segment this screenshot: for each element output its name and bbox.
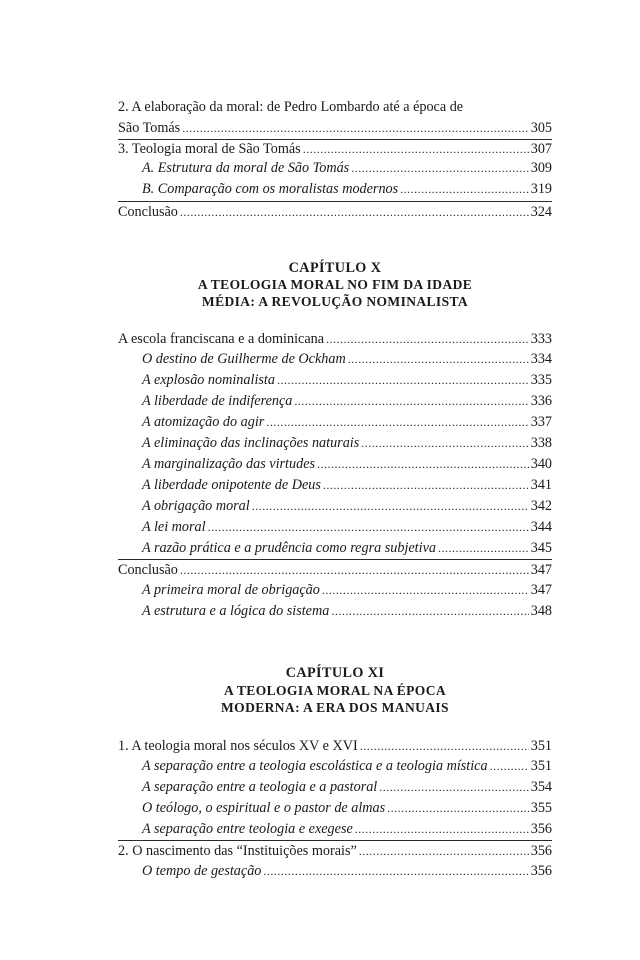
- leader-dots: [387, 799, 529, 817]
- toc-entry-text: 3. Teologia moral de São Tomás: [118, 141, 301, 157]
- toc-entry: [118, 330, 552, 348]
- toc-entry-text: A separação entre a teologia e a pastoral: [142, 779, 378, 795]
- toc-entry: [118, 140, 552, 158]
- toc-subentry: [142, 159, 552, 177]
- leader-dots: [400, 180, 529, 198]
- toc-entry-text: A razão prática e a prudência como regra subjetiva: [142, 540, 436, 556]
- divider: [118, 840, 552, 841]
- toc-entry-text: 2. O nascimento das “Instituições morais”: [118, 843, 357, 859]
- toc-entry-text: A escola franciscana e a dominicana: [118, 331, 325, 347]
- toc-subentry: [142, 757, 552, 775]
- chapter-title: MODERNA: A ERA DOS MANUAIS: [221, 700, 449, 715]
- leader-dots: [180, 203, 529, 221]
- toc-subentry: [142, 455, 552, 473]
- toc-page-number: 319: [530, 181, 552, 197]
- toc-entry-text: A obrigação moral: [142, 498, 250, 514]
- leader-dots: [348, 350, 529, 368]
- leader-dots: [331, 602, 528, 620]
- toc-entry: [118, 842, 552, 860]
- toc-entry-text: O tempo de gestação: [142, 863, 262, 879]
- toc-page-number: 340: [530, 456, 552, 472]
- toc-page-number: 341: [530, 477, 552, 493]
- toc-subentry: [142, 371, 552, 389]
- toc-subentry: [142, 581, 552, 599]
- toc-page-number: 347: [530, 562, 552, 578]
- chapter-number: CAPÍTULO X: [288, 260, 382, 276]
- toc-page-number: 351: [530, 758, 552, 774]
- toc-entry: [118, 203, 552, 221]
- leader-dots: [182, 119, 529, 137]
- toc-page-number: 354: [530, 779, 552, 795]
- toc-entry: [118, 119, 552, 137]
- leader-dots: [180, 561, 529, 579]
- toc-entry-text: Conclusão: [118, 562, 178, 578]
- leader-dots: [361, 434, 528, 452]
- toc-page-number: 356: [530, 843, 552, 859]
- leader-dots: [360, 737, 529, 755]
- divider: [118, 559, 552, 560]
- leader-dots: [317, 455, 529, 473]
- leader-dots: [438, 539, 529, 557]
- toc-entry-text: A estrutura e a lógica do sistema: [142, 603, 330, 619]
- toc-entry-text: B. Comparação com os moralistas modernos: [142, 181, 399, 197]
- toc-subentry: [142, 518, 552, 536]
- toc-subentry: [142, 778, 552, 796]
- leader-dots: [208, 518, 529, 536]
- leader-dots: [490, 757, 529, 775]
- toc-entry-text: O teólogo, o espiritual e o pastor de almas: [142, 800, 386, 816]
- leader-dots: [277, 371, 529, 389]
- toc-page-number: 337: [530, 414, 552, 430]
- toc-subentry: [142, 413, 552, 431]
- toc-page-number: 338: [530, 435, 552, 451]
- toc-entry-text: O destino de Guilherme de Ockham: [142, 351, 346, 367]
- toc-page-number: 348: [530, 603, 552, 619]
- toc-page-number: 356: [530, 821, 552, 837]
- toc-page-number: 345: [530, 540, 552, 556]
- leader-dots: [266, 413, 528, 431]
- toc-page-number: 324: [530, 204, 552, 220]
- toc-subentry: [142, 862, 552, 880]
- toc-page-number: 351: [530, 738, 552, 754]
- leader-dots: [323, 476, 529, 494]
- toc-subentry: [142, 799, 552, 817]
- toc-entry-text: Conclusão: [118, 204, 178, 220]
- toc-entry-text: A. Estrutura da moral de São Tomás: [142, 160, 350, 176]
- toc-page-number: 309: [530, 160, 552, 176]
- toc-page-number: 355: [530, 800, 552, 816]
- toc-subentry: [142, 497, 552, 515]
- toc-subentry: [142, 476, 552, 494]
- toc-entry: [118, 561, 552, 579]
- toc-page-number: 336: [530, 393, 552, 409]
- toc-entry-text: A primeira moral de obrigação: [142, 582, 320, 598]
- toc-entry-text: A atomização do agir: [142, 414, 265, 430]
- toc-page-number: 344: [530, 519, 552, 535]
- toc-entry-text: A separação entre a teologia escolástica e a teologia mística: [142, 758, 488, 774]
- toc-subentry: [142, 820, 552, 838]
- toc-subentry: [142, 180, 552, 198]
- toc-entry-text: São Tomás: [118, 120, 181, 136]
- toc-page-number: 334: [530, 351, 552, 367]
- toc-entry-text: 2. A elaboração da moral: de Pedro Lombardo até a época de: [118, 99, 464, 115]
- toc-page-number: 305: [530, 120, 552, 136]
- leader-dots: [351, 159, 529, 177]
- toc-entry-text: A liberdade onipotente de Deus: [142, 477, 321, 493]
- toc-page-number: 356: [530, 863, 552, 879]
- leader-dots: [263, 862, 528, 880]
- toc-subentry: [142, 602, 552, 620]
- chapter-title: MÉDIA: A REVOLUÇÃO NOMINALISTA: [201, 294, 469, 309]
- toc-entry-text: A marginalização das virtudes: [142, 456, 316, 472]
- leader-dots: [355, 820, 529, 838]
- toc-subentry: [142, 392, 552, 410]
- toc-entry-text: A lei moral: [142, 519, 206, 535]
- toc-entry-text: 1. A teologia moral nos séculos XV e XVI: [118, 738, 358, 754]
- leader-dots: [294, 392, 528, 410]
- leader-dots: [379, 778, 528, 796]
- chapter-title: A TEOLOGIA MORAL NO FIM DA IDADE: [197, 277, 473, 292]
- leader-dots: [252, 497, 529, 515]
- toc-entry-text: A separação entre teologia e exegese: [142, 821, 353, 837]
- toc-page-number: 335: [530, 372, 552, 388]
- toc-subentry: [142, 434, 552, 452]
- toc-page-number: 342: [530, 498, 552, 514]
- toc-page-number: 333: [530, 331, 552, 347]
- toc-page-number: 307: [530, 141, 552, 157]
- chapter-title: A TEOLOGIA MORAL NA ÉPOCA: [223, 683, 447, 698]
- toc-subentry: [142, 539, 552, 557]
- chapter-number: CAPÍTULO XI: [285, 665, 385, 681]
- leader-dots: [359, 842, 529, 860]
- divider: [118, 201, 552, 202]
- leader-dots: [303, 140, 529, 158]
- toc-entry-text: A liberdade de indiferença: [142, 393, 293, 409]
- toc-entry: [118, 737, 552, 755]
- toc-entry-text: A eliminação das inclinações naturais: [142, 435, 360, 451]
- toc-subentry: [142, 350, 552, 368]
- leader-dots: [322, 581, 529, 599]
- toc-page-number: 347: [530, 582, 552, 598]
- leader-dots: [326, 330, 529, 348]
- toc-entry-text: A explosão nominalista: [142, 372, 275, 388]
